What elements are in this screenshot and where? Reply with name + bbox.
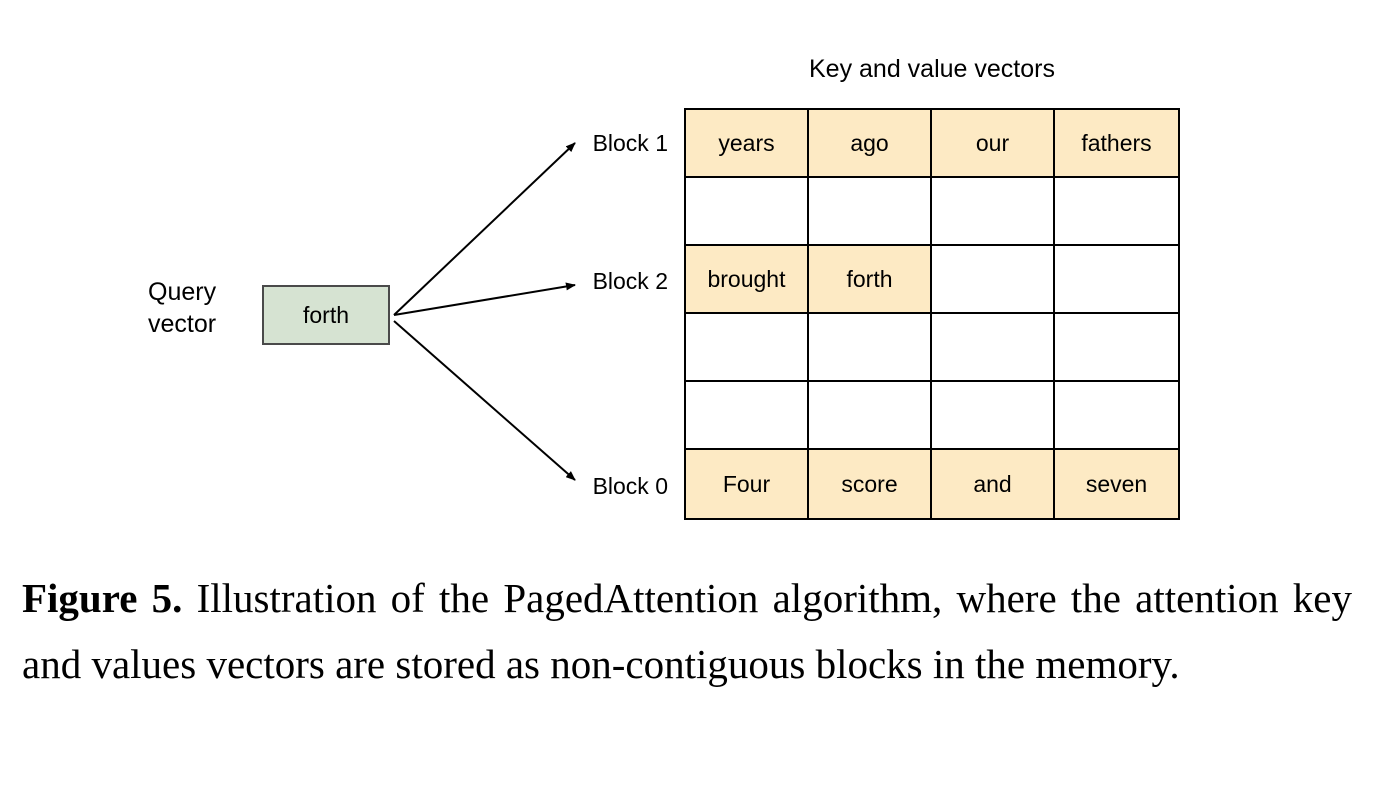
- figure-number: Figure 5.: [22, 575, 183, 621]
- arrow-to-block0: [394, 321, 575, 480]
- block-label-0: Block 0: [592, 473, 668, 499]
- kv-cell: ago: [809, 110, 932, 178]
- kv-table-title: Key and value vectors: [809, 55, 1055, 83]
- kv-cell: [809, 178, 932, 246]
- kv-cell: [932, 382, 1055, 450]
- kv-cell: [686, 382, 809, 450]
- kv-cell: [1055, 382, 1178, 450]
- kv-cell: and: [932, 450, 1055, 518]
- kv-cell: [686, 314, 809, 382]
- kv-cell: forth: [809, 246, 932, 314]
- figure-caption-text: Illustration of the PagedAttention algorithm, where the attention key and values vectors are stored as non-contiguous blocks in the memory.: [22, 575, 1352, 687]
- kv-cell: [932, 314, 1055, 382]
- kv-cell: [932, 246, 1055, 314]
- block-label-1: Block 1: [592, 130, 668, 156]
- kv-cell: seven: [1055, 450, 1178, 518]
- kv-grid: [684, 108, 1180, 520]
- kv-cell: [1055, 314, 1178, 382]
- kv-cell: [686, 178, 809, 246]
- kv-cell: [1055, 178, 1178, 246]
- kv-cell: fathers: [1055, 110, 1178, 178]
- kv-cell: brought: [686, 246, 809, 314]
- query-vector-label-line1: Query: [148, 278, 217, 306]
- kv-cell: Four: [686, 450, 809, 518]
- query-vector-box: forth: [262, 285, 390, 345]
- query-vector-label-line2: vector: [148, 310, 217, 338]
- kv-cell: years: [686, 110, 809, 178]
- kv-cell: [809, 382, 932, 450]
- kv-cell: [932, 178, 1055, 246]
- kv-cell: [809, 314, 932, 382]
- kv-cell: our: [932, 110, 1055, 178]
- kv-cell: [1055, 246, 1178, 314]
- figure-caption: [22, 565, 1352, 697]
- block-label-2: Block 2: [592, 268, 668, 294]
- kv-cell: score: [809, 450, 932, 518]
- query-vector-label: [148, 276, 254, 340]
